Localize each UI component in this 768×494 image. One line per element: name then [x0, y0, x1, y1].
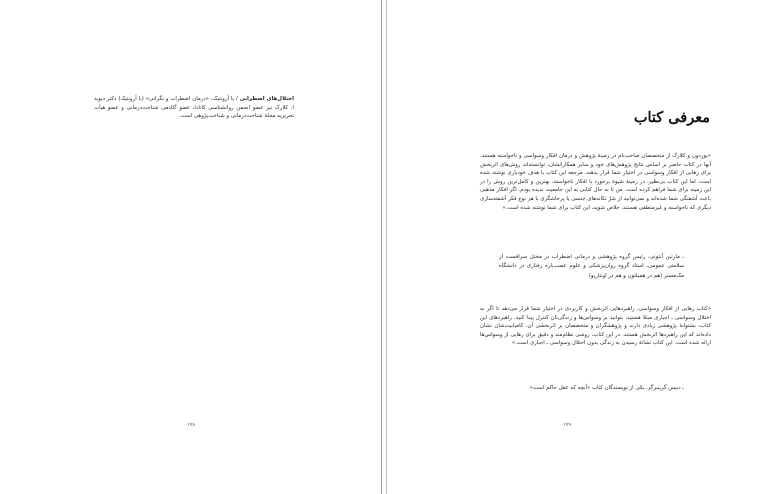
page-title: معرفی کتاب — [633, 109, 710, 126]
left-page-number: ۱۷۸ — [187, 422, 196, 428]
right-page — [387, 0, 768, 494]
endorsement-attribution-1: ـ مارتین آنتونی، رئیس گروه پژوهشی و درمانی اضطراب در مختل سرافست از سلامتی عمومی، استاد گروه روان‌پزشکی و علوم عصب‌یاره رفتاری در دانشگاه مک‌مستر (هم در همیلتون و هم در اونتاریو) — [499, 254, 684, 279]
endorsement-attribution-2: ـ دنیس گرینبرگر، یکی از نویسندگان کتاب «آنچه که عقل حاکم است» — [529, 385, 684, 391]
left-page — [0, 0, 381, 494]
endorsement-paragraph-1: «پوردون و کلارک از متخصصان صاحب‌نام در زمینهٔ پژوهش و درمان افکار وسواسی و ناخواسته هستند. آنها در کتاب حاضر بر اساس نتایج پژوهش‌های خود و سایر همکارانشان، توانسته‌اند روش‌های اثربخش برای رهایی از افکار وسواسی در اختیار شما قرار بدهند. مرجعه این کتاب با هدف خودیاری نوشته شده است، اما این کتاب بی‌نظیر، در زمینهٔ شیوهٔ برخورد با افکار ناخواسته، بهترین و کامل‌ترین روش را در این زمینه برای شما فراهم کرده است. من تا به حال کتابی به این جامعیت ندیده بودم. اگر افکار مذهبی باعث آشفتگی شما شده‌اند و نمی‌توانید از شرّ تکانه‌های جنسی یا پرخاشگری با هر نوع فکر آشفته‌سازی دیگری که ناخواسته و غیرمنطقی هستند، خلاص شوید، این کتاب برای شما نوشته شده است.» — [480, 153, 711, 211]
bio-bold-phrase: اختلال‌های اضطرابی — [239, 96, 294, 102]
gutter-line — [381, 0, 382, 494]
endorsement-paragraph-2: «کتاب رهایی از افکار وسواسی، راهبردهایی اثربخش و کاربردی در اختیار شما قرار می‌دهد تا اگر به اختلال وسواسی ـ اجباری مبتلا هستید، بتوانید بر وسواس‌ها و زندگی‌تان کنترل پیدا کنید. راهبردهای این کتاب، بشتوانهٔ پژوهشی زیادی دارند و پژوهشگران و متخصصان بر اثربخشی آن، کامیابیت‌شان نشان داده‌اند که این راهبردها اثربخش هستند. در این کتاب، روشی نظام‌مند و دقیق برای رهایی از وسواس‌ها ارائه شده است. این کتاب نشانهٔ رسیدن به زندگی بدون اختلال وسواسی ـ اجباری است.» — [480, 306, 711, 347]
bio-text: / با آرونتیک، «درمان اضطراب و نگرانی» (با آرونتیک) دکتر دیوید ا. کلارک نیز عضو انجمن روانشناسی کانادا، عضو آکادمی شناخت‌درمانی و عضو هیأت تحریریه مجلهٔ شناخت‌درمانی و شناخت‌پژوهی است. — [94, 96, 294, 120]
author-bio-paragraph — [94, 95, 294, 121]
right-page-number: ۱۷۹ — [563, 422, 572, 428]
